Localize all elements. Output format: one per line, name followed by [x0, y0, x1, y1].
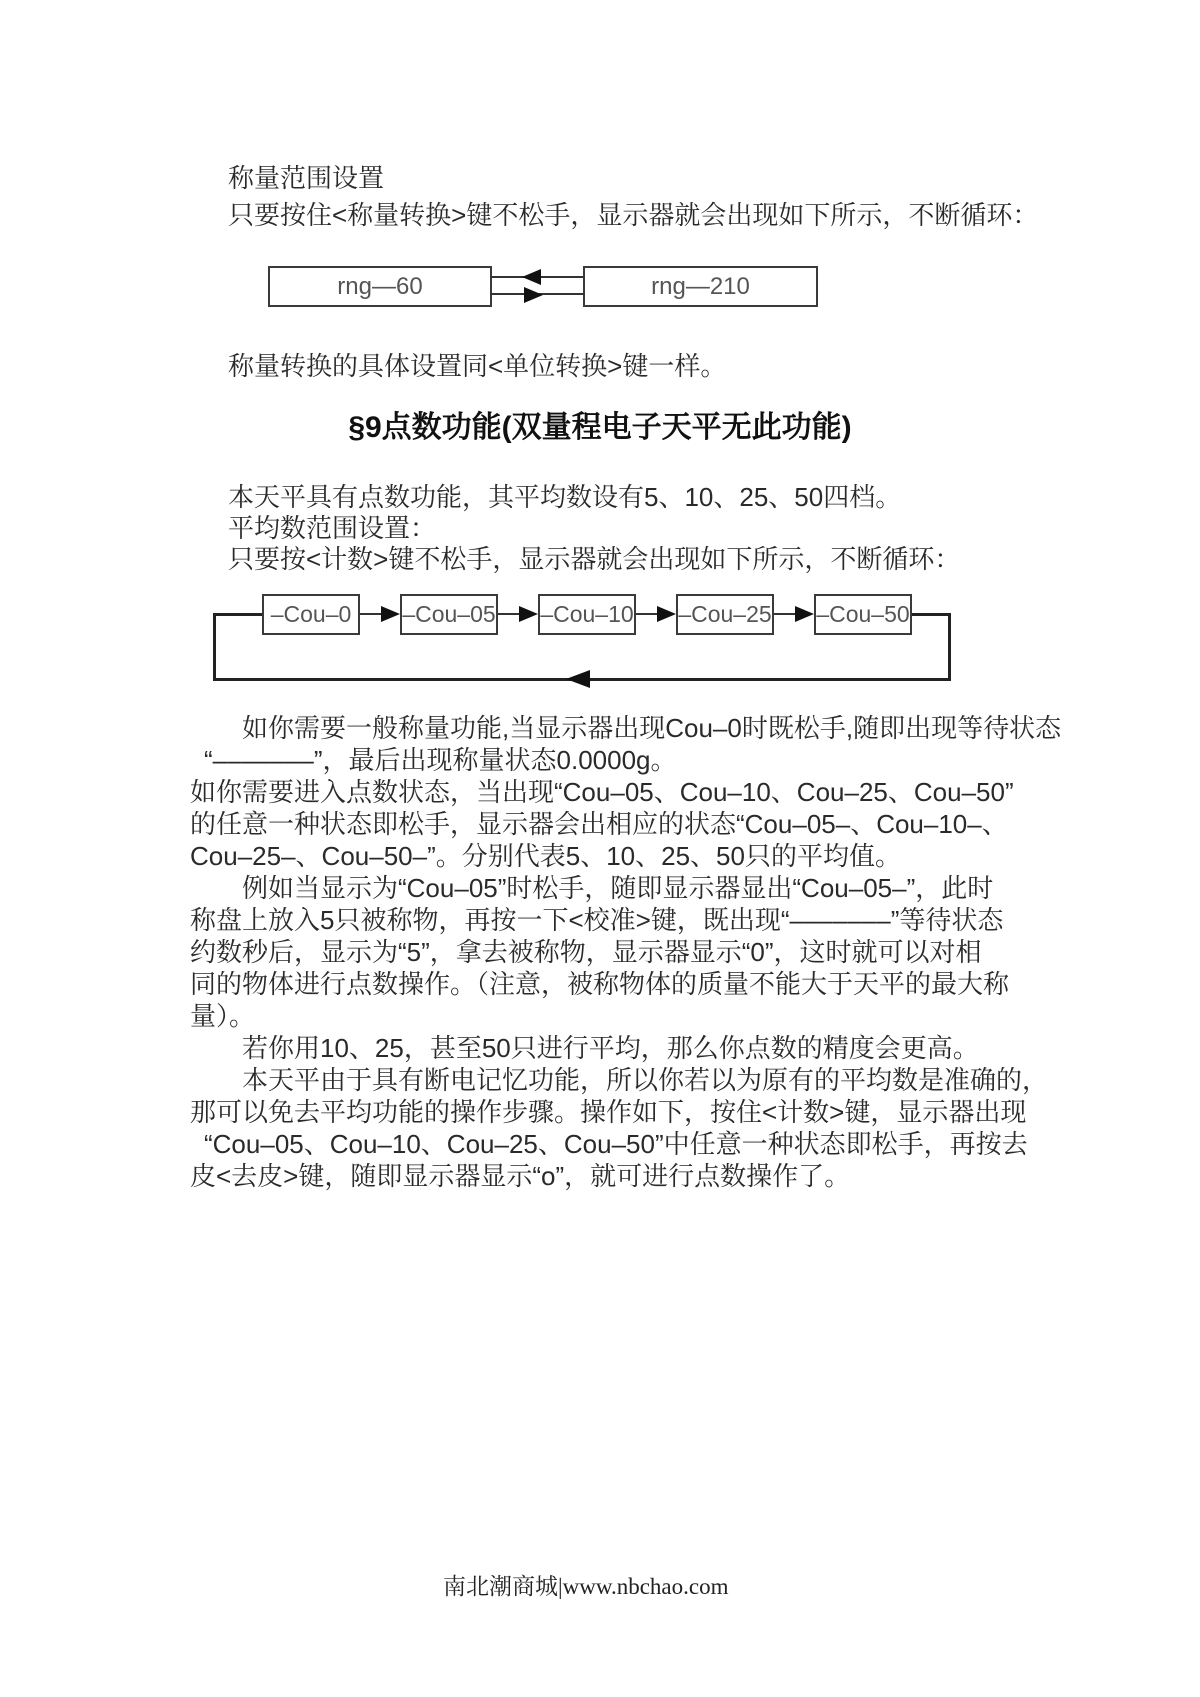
body-line: 量）。 [190, 1001, 256, 1031]
rng-60-box: rng—60 [268, 266, 492, 307]
body-line: 的任意一种状态即松手，显示器会出相应的状态“Cou–05–、Cou–10–、 [190, 809, 1008, 839]
cou-box: –Cou–10 [538, 594, 636, 635]
body-line: 若你用10、25，甚至50只进行平均，那么你点数的精度会更高。 [242, 1033, 979, 1063]
body-line: 那可以免去平均功能的操作步骤。操作如下，按住<计数>键，显示器出现 [190, 1097, 1027, 1127]
intro-line: 本天平具有点数功能，其平均数设有5、10、25、50四档。 [228, 482, 902, 512]
cou-box: –Cou–50 [814, 594, 912, 635]
intro-line: 平均数范围设置： [228, 513, 437, 543]
body-line: 皮<去皮>键，随即显示器显示“o”，就可进行点数操作了。 [190, 1161, 851, 1191]
body-line: 本天平由于具有断电记忆功能，所以你若以为原有的平均数是准确的， [242, 1065, 1049, 1095]
loop-line [948, 613, 951, 681]
loop-line [213, 613, 216, 681]
intro-line: 只要按<计数>键不松手，显示器就会出现如下所示，不断循环： [228, 544, 961, 574]
arrow-left-icon [522, 269, 541, 285]
arrow-right-icon [381, 606, 400, 622]
body-line: 称盘上放入5只被称物，再按一下<校准>键，既出现“–––––––”等待状态 [190, 905, 1004, 935]
rng-210-box: rng—210 [583, 266, 818, 307]
arrow-right-icon [795, 606, 814, 622]
section-heading: §9点数功能(双量程电子天平无此功能) [348, 411, 852, 444]
body-line: Cou–25–、Cou–50–”。分别代表5、10、25、50只的平均值。 [190, 841, 901, 871]
body-line: “Cou–05、Cou–10、Cou–25、Cou–50”中任意一种状态即松手，再按去 [204, 1129, 1028, 1159]
cou-box: –Cou–25 [676, 594, 774, 635]
cou-box: –Cou–05 [400, 594, 498, 635]
loop-line [213, 613, 262, 616]
arrow-left-icon [566, 670, 590, 688]
body-line: 同的物体进行点数操作。（注意，被称物体的质量不能大于天平的最大称 [190, 969, 1010, 999]
weighing-range-block [228, 160, 1038, 234]
loop-line [912, 613, 951, 616]
weighing-range-title: 称量范围设置 [228, 163, 385, 193]
arrow-right-icon [519, 606, 538, 622]
body-line: 例如当显示为“Cou–05”时松手，随即显示器显出“Cou–05–”，此时 [242, 873, 994, 903]
rng-note-line: 称量转换的具体设置同<单位转换>键一样。 [228, 351, 727, 381]
body-line: 约数秒后，显示为“5”，拿去被称物，显示器显示“0”，这时就可以对相 [190, 937, 982, 967]
body-line: 如你需要一般称量功能,当显示器出现Cou–0时既松手,随即出现等待状态 [242, 713, 1062, 743]
body-line: 如你需要进入点数状态，当出现“Cou–05、Cou–10、Cou–25、Cou–50” [190, 777, 1014, 807]
footer-credit: 南北潮商城|www.nbchao.com [443, 1574, 729, 1599]
body-line: “–––––––”，最后出现称量状态0.0000g。 [204, 745, 677, 775]
counting-body-block [190, 712, 1061, 1192]
weighing-range-instruction: 只要按住<称量转换>键不松手，显示器就会出现如下所示，不断循环： [228, 200, 1039, 230]
arrow-right-icon [524, 287, 543, 303]
arrow-right-icon [657, 606, 676, 622]
counting-intro-block [228, 482, 960, 575]
cou-box: –Cou–0 [262, 594, 360, 635]
